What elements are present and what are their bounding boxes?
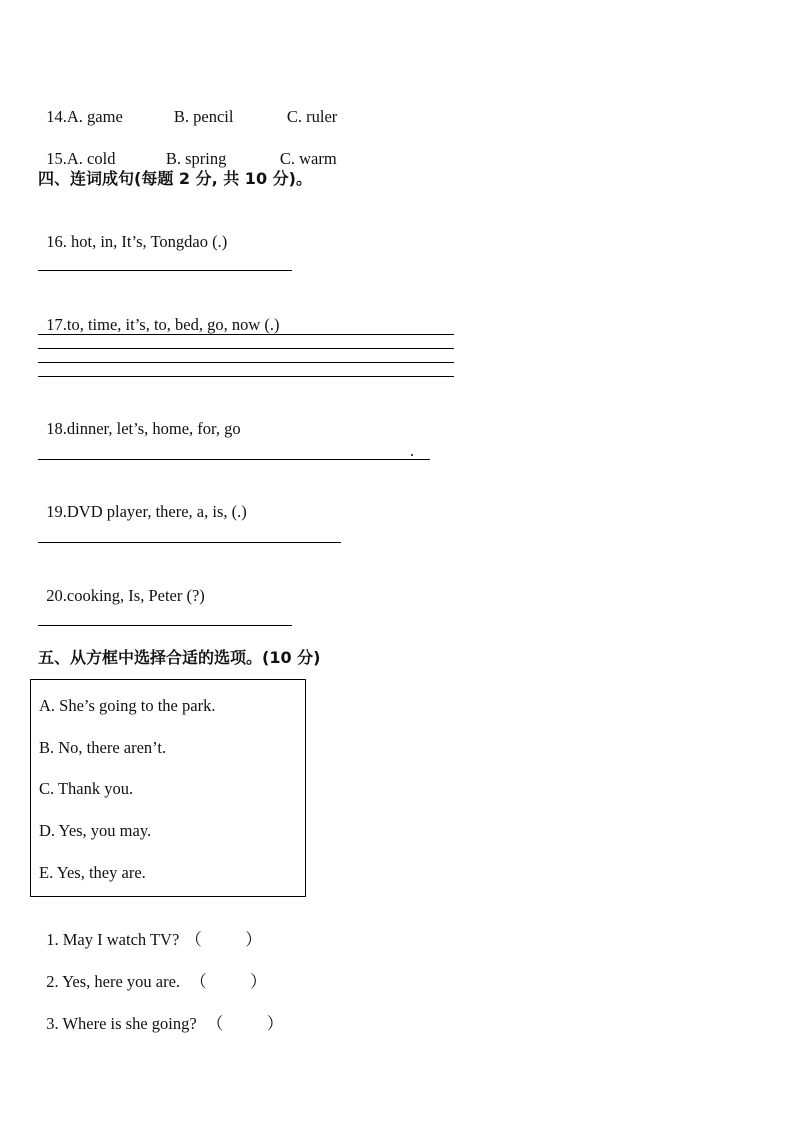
option-c: C. warm xyxy=(279,149,337,168)
answer-bracket-close: ） xyxy=(266,1014,284,1033)
question-14 xyxy=(38,87,337,127)
question-number: 19. xyxy=(46,502,67,521)
match-question-2 xyxy=(38,952,267,992)
choice-e: E. Yes, they are. xyxy=(39,863,146,882)
answer-bracket-close: ） xyxy=(245,930,262,949)
match-question-1 xyxy=(38,910,262,950)
answer-bracket-open: （ xyxy=(185,930,202,949)
answer-bracket-close: ） xyxy=(250,972,267,991)
question-text: to, time, it’s, to, bed, go, now (.) xyxy=(66,315,280,334)
question-number: 17. xyxy=(46,315,67,334)
option-a: A. game xyxy=(66,107,123,126)
match-question-3 xyxy=(38,994,283,1034)
question-text: cooking, Is, Peter (?) xyxy=(66,586,205,605)
answer-line xyxy=(38,459,430,460)
choices-box xyxy=(30,679,306,897)
answer-line xyxy=(38,270,292,271)
question-number: 20. xyxy=(46,586,67,605)
answer-line xyxy=(38,334,454,335)
question-15 xyxy=(38,129,337,169)
choice-b: B. No, there aren’t. xyxy=(39,738,167,757)
question-19 xyxy=(38,482,247,522)
answer-line xyxy=(38,376,454,377)
question-text: dinner, let’s, home, for, go xyxy=(66,419,241,438)
question-18 xyxy=(38,399,241,439)
answer-line xyxy=(38,362,454,363)
answer-bracket-open: （ xyxy=(190,972,207,991)
answer-line xyxy=(38,348,454,349)
answer-line xyxy=(38,542,341,543)
question-17 xyxy=(38,295,280,335)
question-number: 15. xyxy=(46,149,67,168)
question-text: DVD player, there, a, is, (.) xyxy=(66,502,247,521)
question-text: 1. May I watch TV? xyxy=(46,930,180,949)
question-text: hot, in, It’s, Tongdao (.) xyxy=(66,232,228,251)
question-16 xyxy=(38,212,227,252)
choice-d: D. Yes, you may. xyxy=(39,821,152,840)
option-c: C. ruler xyxy=(286,107,338,126)
question-text: 2. Yes, here you are. xyxy=(46,972,181,991)
end-mark: . xyxy=(410,441,415,460)
option-b: B. spring xyxy=(165,149,227,168)
question-text: 3. Where is she going? xyxy=(46,1014,197,1033)
question-number: 18. xyxy=(46,419,67,438)
question-20 xyxy=(38,566,205,606)
choice-a: A. She’s going to the park. xyxy=(39,696,216,715)
choice-c: C. Thank you. xyxy=(39,779,134,798)
answer-bracket-open: （ xyxy=(206,1014,224,1033)
section-5-heading: 五、从方框中选择合适的选项。(10 分) xyxy=(38,648,321,667)
option-a: A. cold xyxy=(66,149,116,168)
option-b: B. pencil xyxy=(173,107,234,126)
answer-line xyxy=(38,625,292,626)
question-number: 16. xyxy=(46,232,67,251)
section-4-heading: 四、连词成句(每题 2 分, 共 10 分)。 xyxy=(38,169,312,188)
question-number: 14. xyxy=(46,107,67,126)
